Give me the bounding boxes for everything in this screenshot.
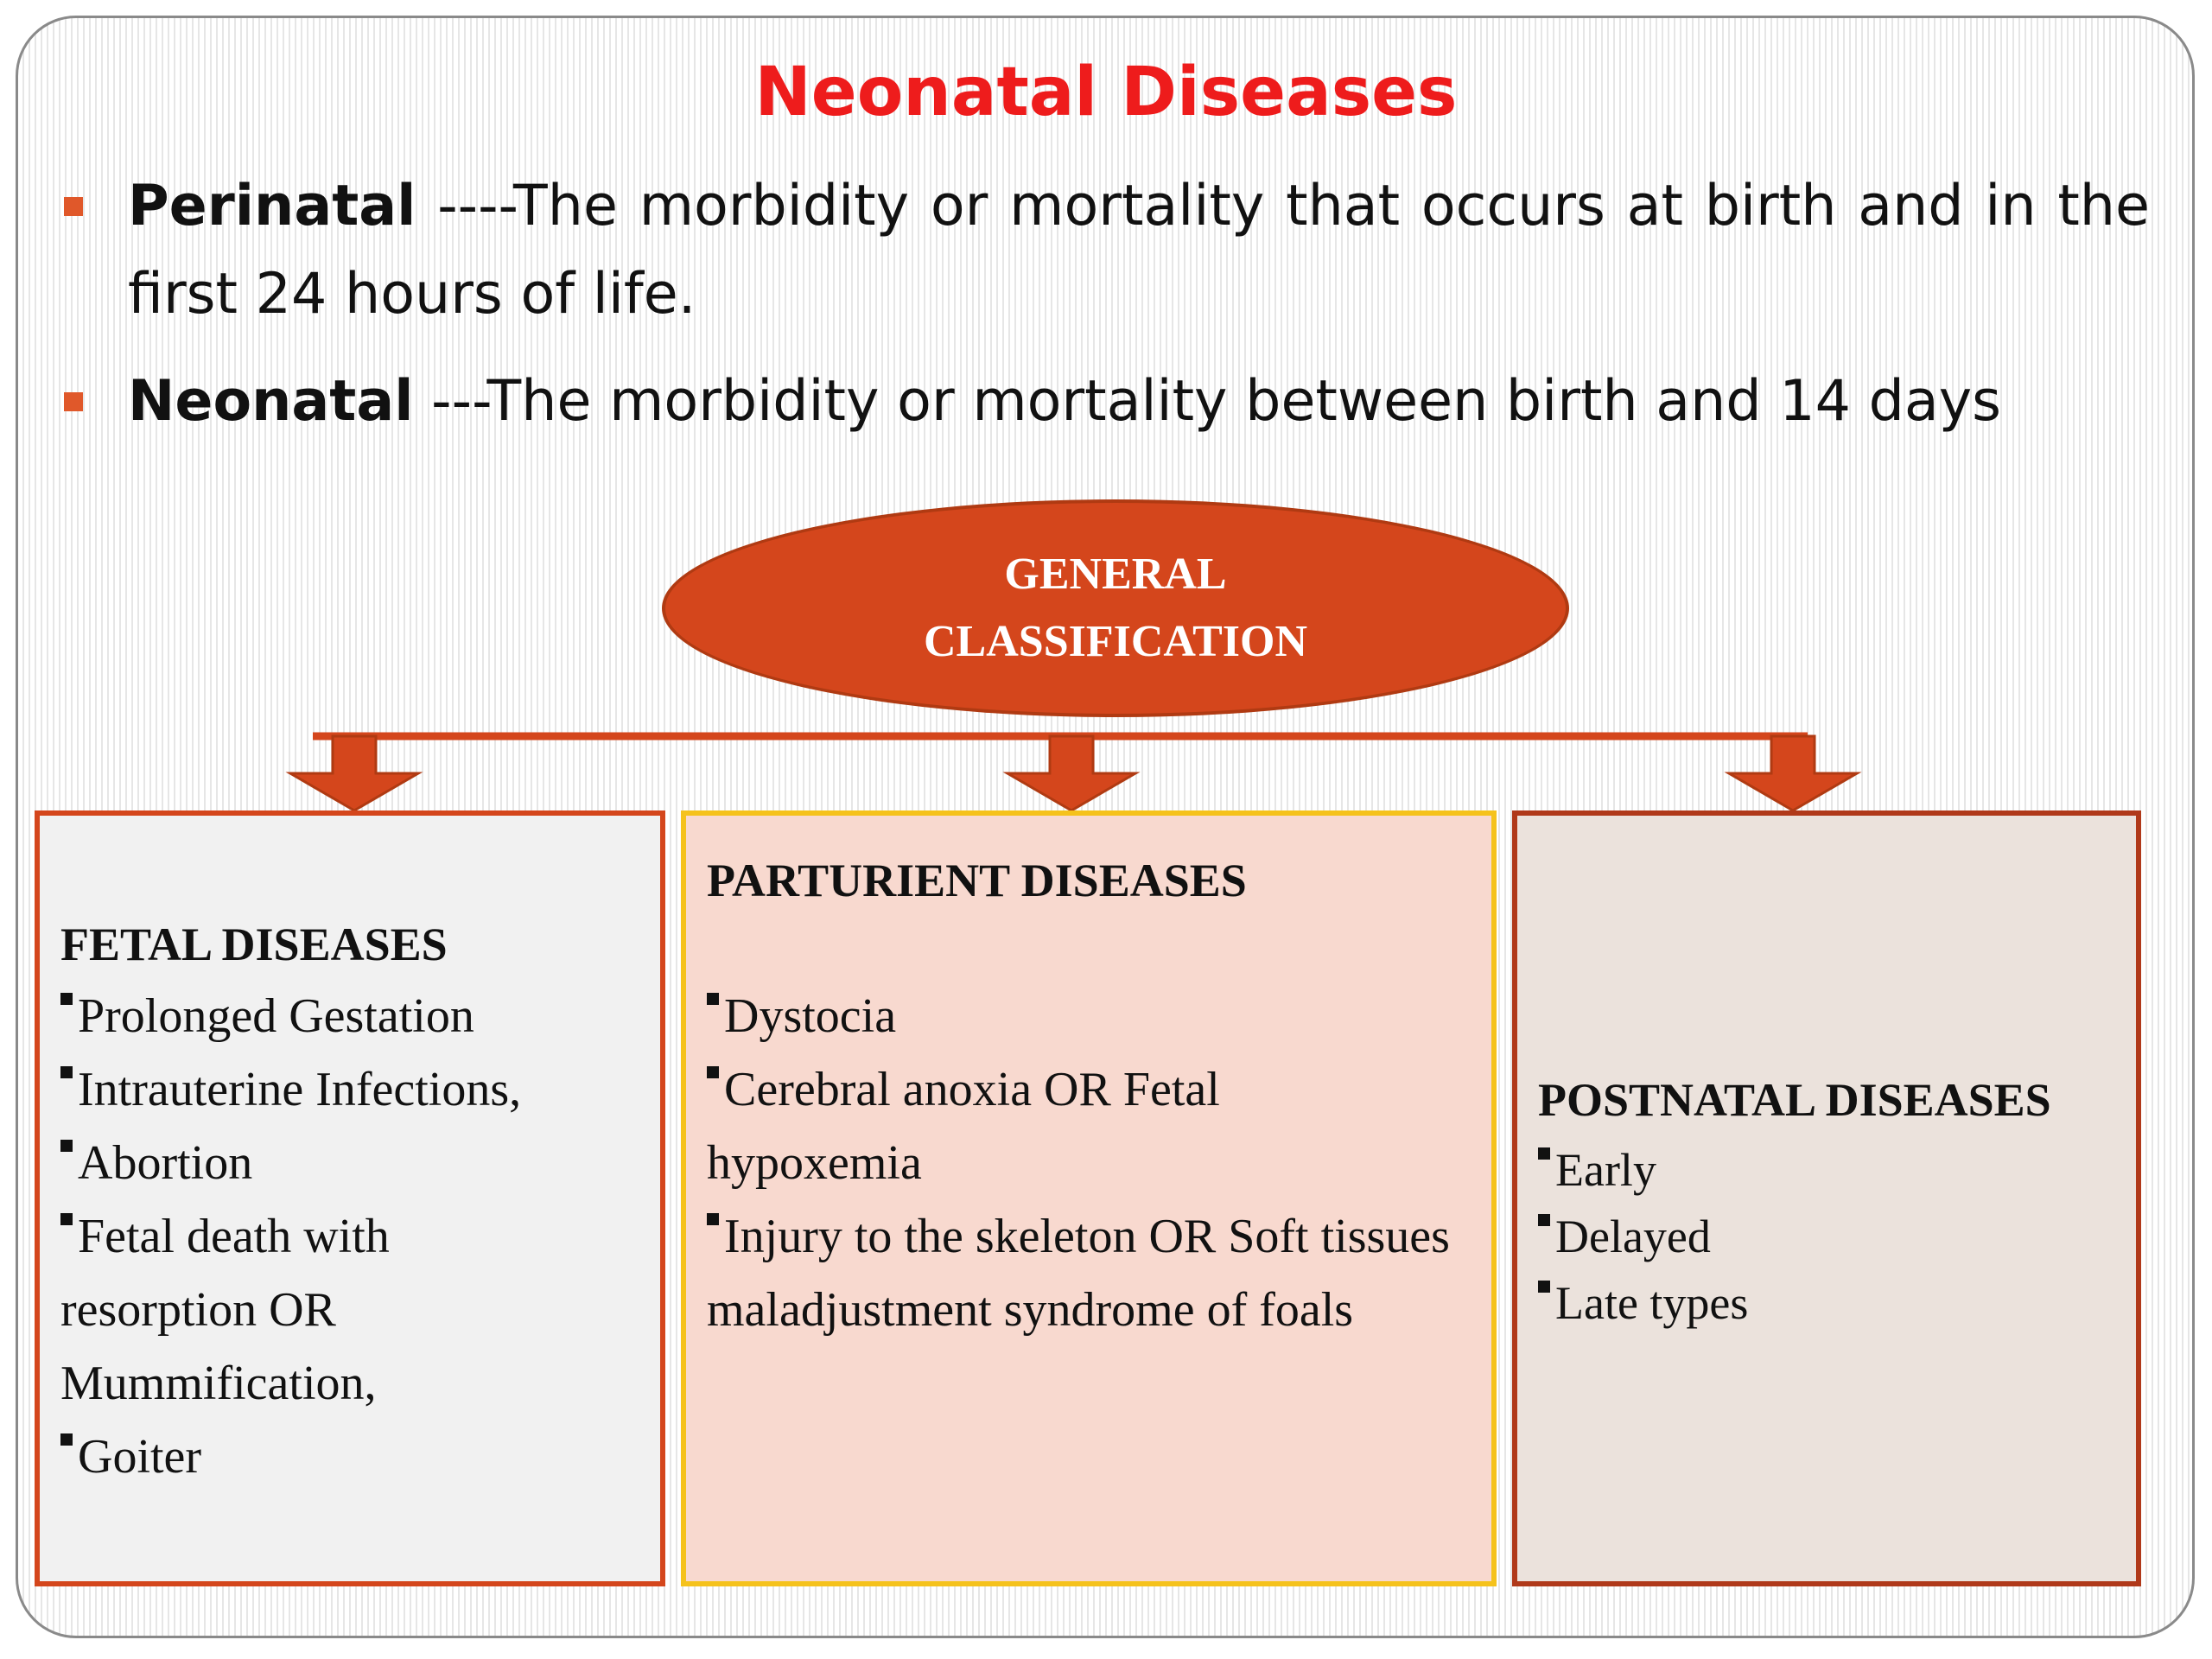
classification-root-label: GENERAL CLASSIFICATION bbox=[923, 550, 1308, 666]
square-bullet-icon bbox=[707, 1213, 719, 1225]
arrow-down-parturient bbox=[1007, 736, 1135, 810]
square-bullet-icon bbox=[707, 993, 719, 1005]
list-item: Delayed bbox=[1538, 1204, 2126, 1270]
list-item: Cerebral anoxia OR Fetal hypoxemia bbox=[707, 1063, 1220, 1190]
page-title: Neonatal Diseases bbox=[754, 54, 1458, 131]
category-item-list bbox=[707, 980, 1467, 1347]
arrow-down-fetal bbox=[290, 736, 418, 810]
list-item: Fetal death with resorption OR Mummification, bbox=[60, 1210, 390, 1410]
list-item: Intrauterine Infections, bbox=[60, 1053, 648, 1127]
list-item: Abortion bbox=[60, 1127, 648, 1200]
definition-term: Neonatal bbox=[128, 369, 414, 434]
square-bullet-icon bbox=[1538, 1147, 1550, 1160]
square-bullet-icon bbox=[1538, 1214, 1550, 1226]
category-box-parturient bbox=[681, 810, 1497, 1586]
square-bullet-icon bbox=[60, 1433, 73, 1446]
square-bullet-icon bbox=[60, 993, 73, 1005]
square-bullet-icon bbox=[60, 1140, 73, 1152]
list-item: Prolonged Gestation bbox=[60, 980, 648, 1053]
list-item: Goiter bbox=[60, 1421, 648, 1494]
category-item-list bbox=[1538, 1137, 2126, 1337]
definition-text: ----The morbidity or mortality that occurs at birth and in the first 24 hours of life. bbox=[128, 174, 2150, 327]
square-bullet-icon bbox=[60, 1213, 73, 1225]
list-item: Late types bbox=[1538, 1270, 2126, 1337]
category-item-list bbox=[60, 980, 648, 1494]
list-item: Early bbox=[1538, 1137, 2126, 1204]
category-heading: PARTURIENT DISEASES bbox=[707, 855, 1247, 906]
definition-term: Perinatal bbox=[128, 174, 416, 238]
list-item: Injury to the skeleton OR Soft tissues maladjustment syndrome of foals bbox=[707, 1210, 1450, 1337]
square-bullet-icon bbox=[1538, 1281, 1550, 1293]
category-box-fetal bbox=[35, 810, 665, 1586]
category-heading: FETAL DISEASES bbox=[60, 918, 448, 970]
category-heading: POSTNATAL DISEASES bbox=[1538, 1074, 2051, 1126]
square-bullet-icon bbox=[60, 1066, 73, 1078]
arrow-down-postnatal bbox=[1729, 736, 1857, 810]
list-item: Dystocia bbox=[707, 980, 1467, 1053]
square-bullet-icon bbox=[707, 1066, 719, 1078]
definition-text: ---The morbidity or mortality between birth and 14 days bbox=[413, 369, 2002, 434]
category-box-postnatal bbox=[1512, 810, 2141, 1586]
